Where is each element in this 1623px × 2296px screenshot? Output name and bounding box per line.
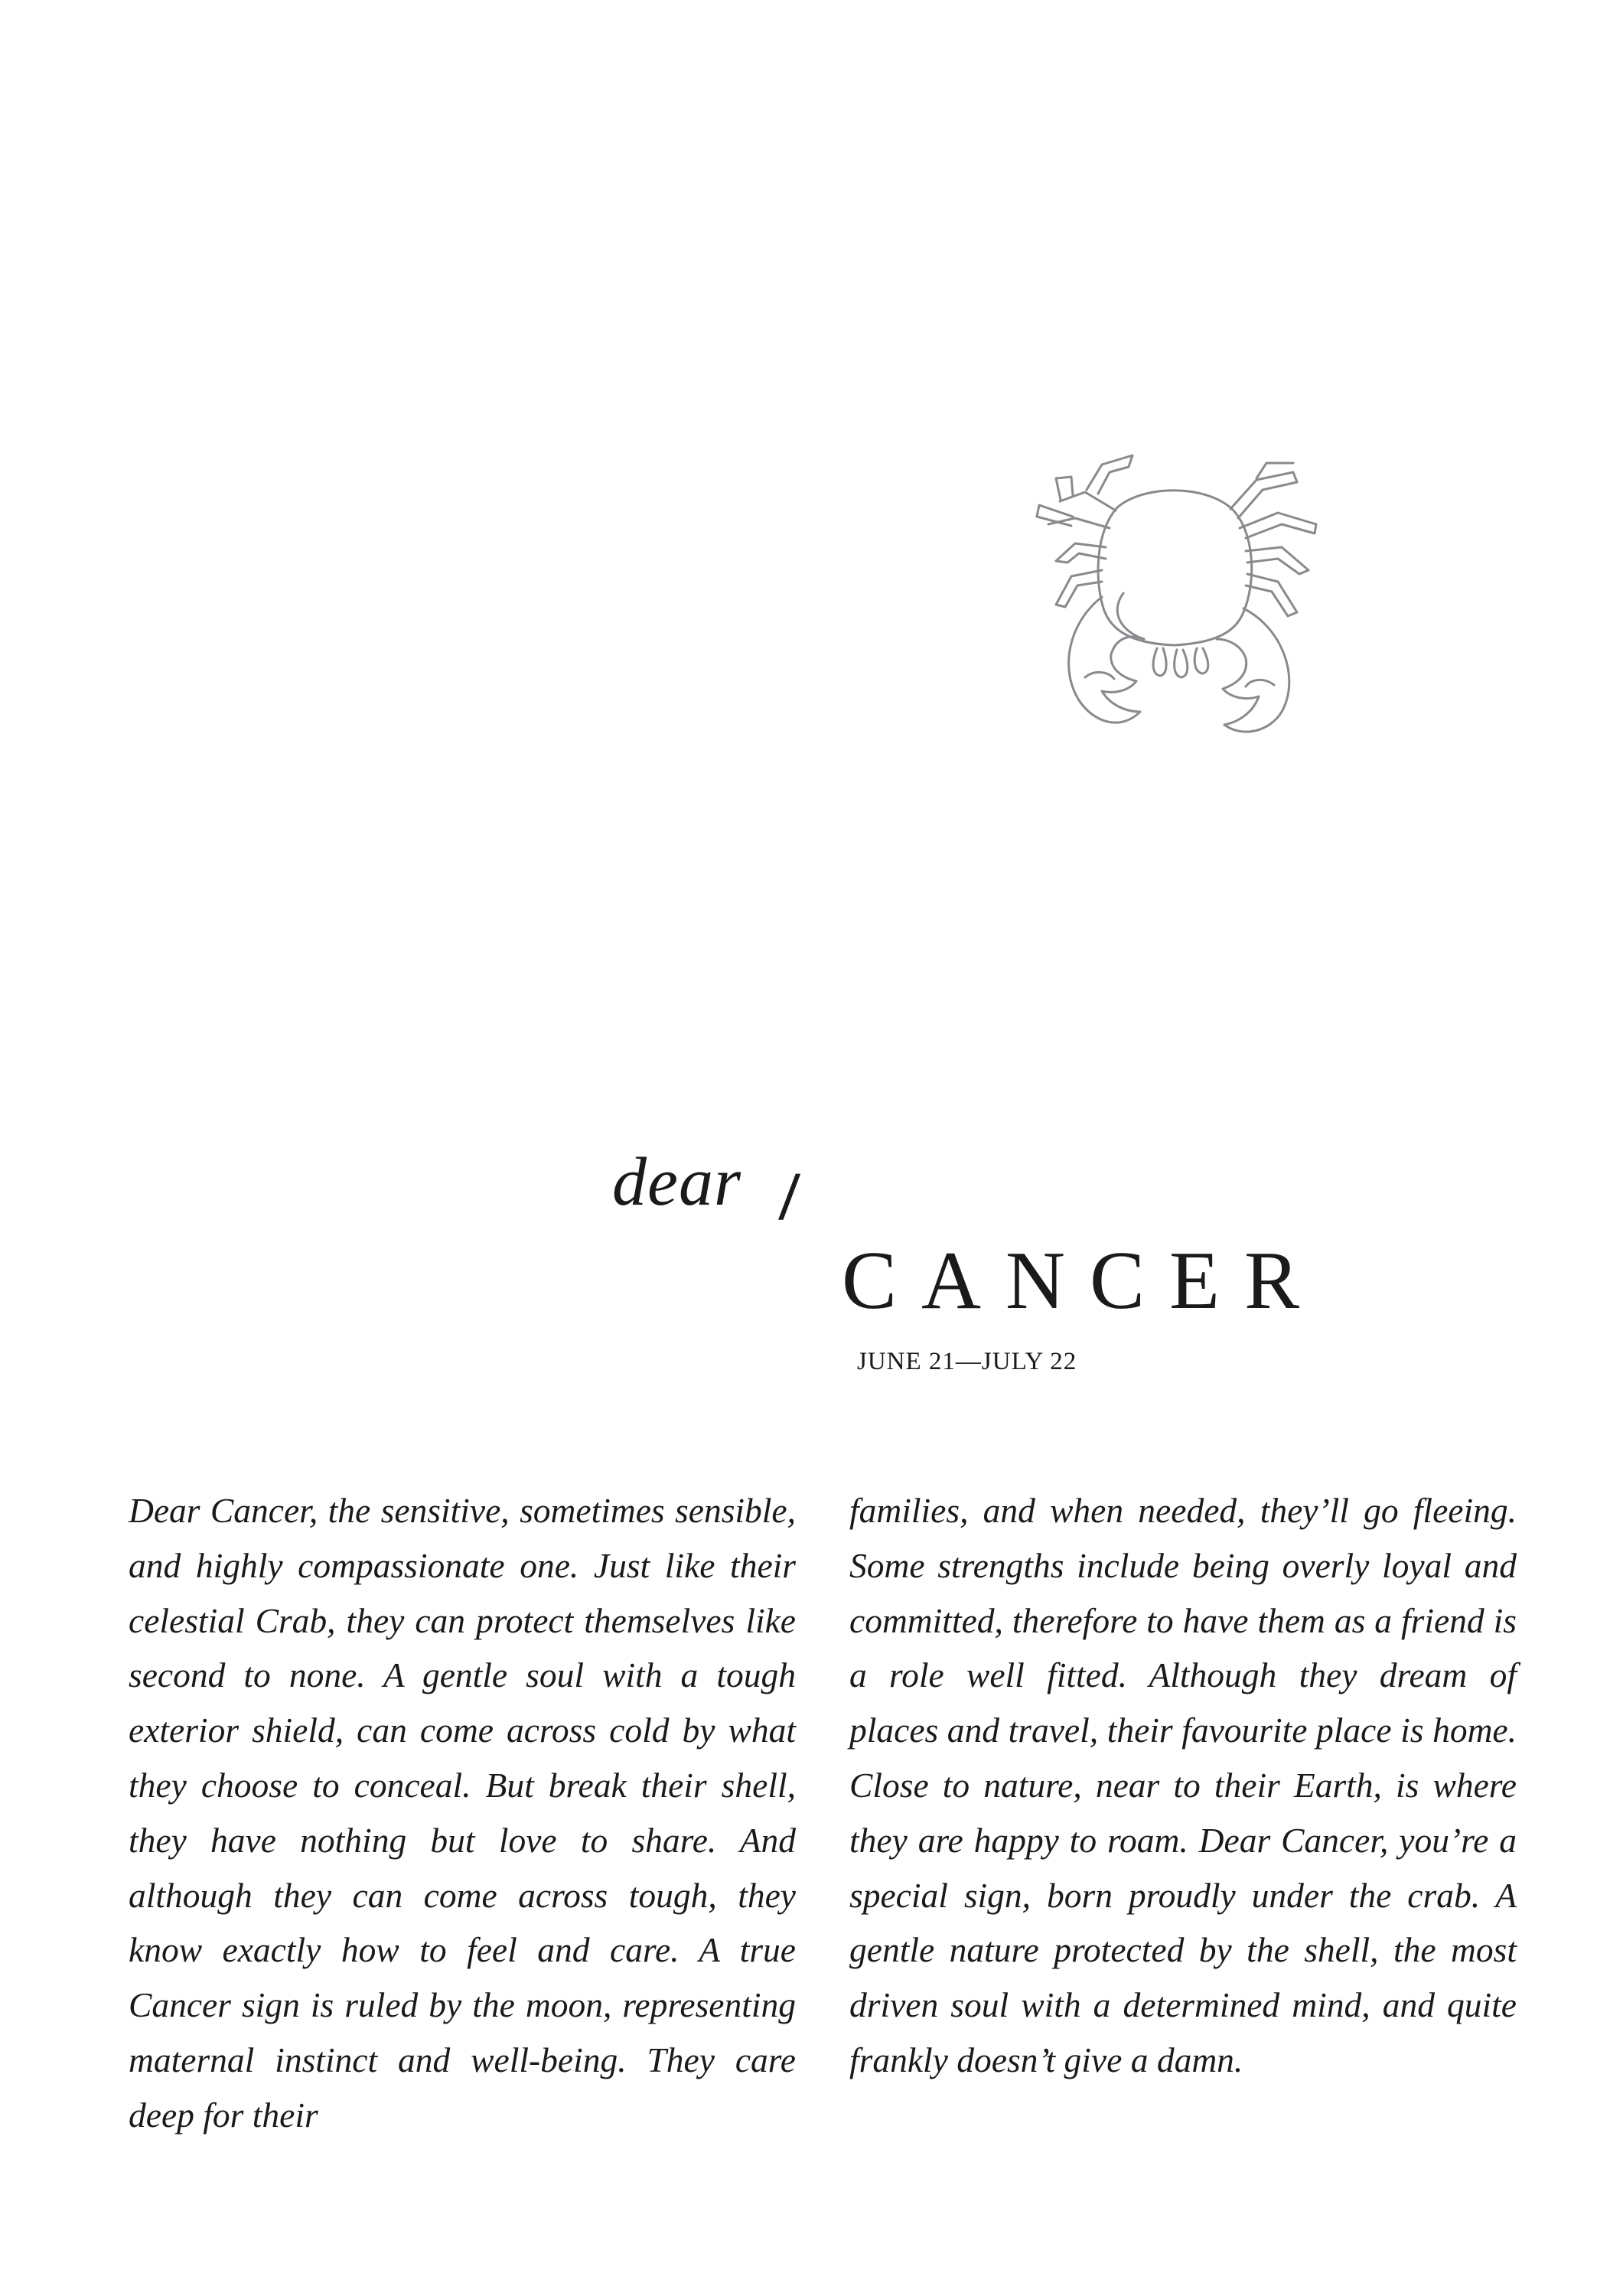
sign-title: CANCER: [842, 1235, 1325, 1326]
separator-slash: /: [777, 1163, 802, 1233]
body-column-left: Dear Cancer, the sensitive, sometimes sensible, and highly compassionate one. Just like their celestial Crab, they can protect themselves like second to none. A gentle soul with a tough exterior shield, can come across cold by what they choose to conceal. But break their shell, they have nothing but love to share. And although they can come across tough, they know exactly how to feel and care. A true Cancer sign is ruled by the moon, representing maternal instinct and well-being. They care deep for their: [129, 1491, 796, 2135]
crab-illustration: [987, 448, 1354, 777]
crab-icon: [987, 448, 1354, 777]
salutation: dear: [612, 1144, 741, 1220]
date-range: JUNE 21—JULY 22: [857, 1348, 1077, 1375]
body-column-right: families, and when needed, they’ll go fleeing. Some strengths include being overly loyal and committed, therefore to have them as a friend is a role well fitted. Although they dream of places and travel, their favourite place is home. Close to nature, near to their Earth, is where they are happy to roam. Dear Cancer, you’re a special sign, born proudly under the crab. A gentle nature protected by the shell, the most driven soul with a determined mind, and quite frankly doesn’t give a damn.: [849, 1491, 1517, 2079]
